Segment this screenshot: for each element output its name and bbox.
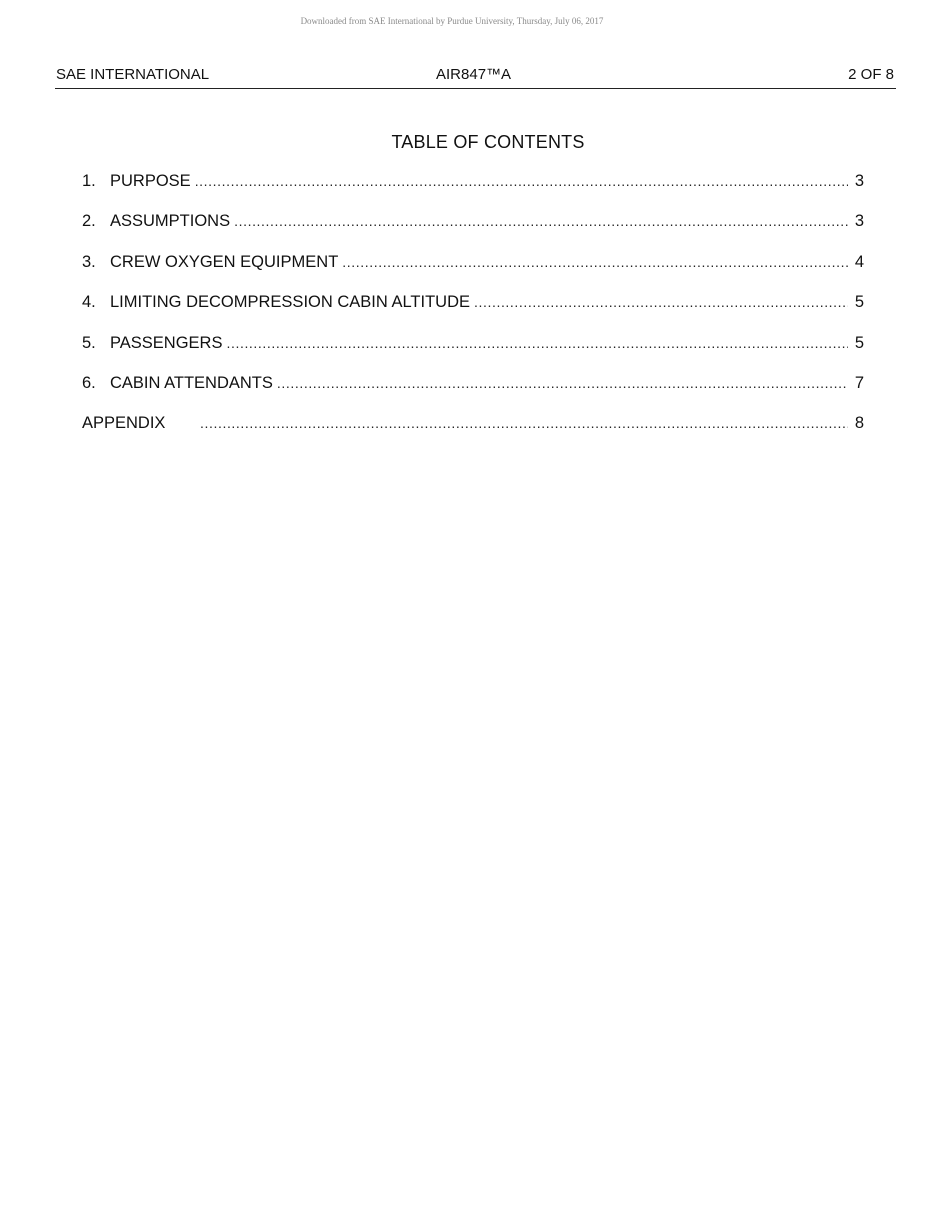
- toc-dot-leader: [195, 173, 848, 189]
- toc-entry-page: 3: [854, 212, 864, 231]
- toc-entry-label: ASSUMPTIONS: [110, 212, 231, 231]
- toc-entry-limiting-decompression-cabin-altitude[interactable]: [82, 293, 864, 333]
- toc-dot-leader: [474, 294, 848, 310]
- table-of-contents: [82, 172, 864, 455]
- toc-entry-number: 1.: [82, 172, 96, 190]
- toc-dot-leader: [226, 335, 848, 351]
- toc-dot-leader: [200, 415, 848, 431]
- toc-entry-label: PASSENGERS: [110, 333, 223, 352]
- toc-entry-page: 3: [854, 172, 864, 190]
- toc-dot-leader: [277, 375, 848, 391]
- toc-entry-number: 4.: [82, 293, 96, 312]
- toc-entry-label: CREW OXYGEN EQUIPMENT: [110, 252, 339, 271]
- toc-entry-purpose[interactable]: [82, 172, 864, 212]
- toc-title: TABLE OF CONTENTS: [391, 132, 585, 152]
- header-page-indicator: 2 OF 8: [848, 66, 894, 83]
- toc-entry-assumptions[interactable]: [82, 212, 864, 252]
- toc-dot-leader: [234, 213, 848, 229]
- toc-entry-label: PURPOSE: [110, 172, 191, 190]
- toc-entry-cabin-attendants[interactable]: [82, 374, 864, 414]
- download-watermark: Downloaded from SAE International by Purdue University, Thursday, July 06, 2017: [300, 16, 604, 26]
- toc-entry-page: 8: [854, 414, 864, 433]
- toc-entry-appendix[interactable]: [82, 414, 864, 454]
- toc-entry-number: 6.: [82, 373, 96, 392]
- toc-entry-number: 5.: [82, 333, 96, 352]
- toc-entry-page: 5: [854, 293, 864, 312]
- toc-dot-leader: [342, 254, 848, 270]
- toc-entry-number: 2.: [82, 212, 96, 231]
- toc-entry-number: 3.: [82, 252, 96, 271]
- header-organization: SAE INTERNATIONAL: [56, 66, 210, 83]
- running-header: [55, 66, 896, 89]
- toc-entry-page: 7: [854, 373, 864, 392]
- toc-entry-page: 5: [854, 333, 864, 352]
- header-document-number: AIR847™A: [436, 66, 512, 83]
- toc-entry-passengers[interactable]: [82, 334, 864, 374]
- toc-entry-label: APPENDIX: [82, 414, 166, 433]
- toc-entry-page: 4: [854, 252, 864, 271]
- toc-entry-label: LIMITING DECOMPRESSION CABIN ALTITUDE: [110, 293, 470, 312]
- toc-entry-crew-oxygen-equipment[interactable]: [82, 253, 864, 293]
- toc-entry-label: CABIN ATTENDANTS: [110, 373, 273, 392]
